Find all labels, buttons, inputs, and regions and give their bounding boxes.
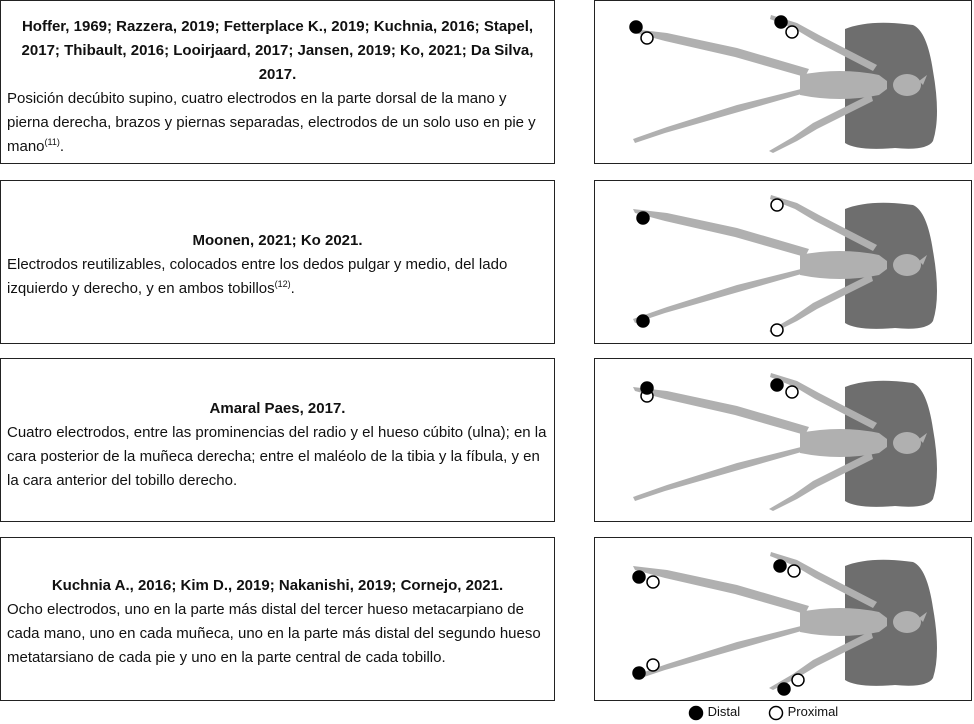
references-3: Amaral Paes, 2017. xyxy=(209,400,346,417)
citation-2: (12) xyxy=(274,279,291,289)
proximal-marker-icon xyxy=(768,705,784,721)
proximal-electrode xyxy=(771,199,783,211)
description-box-4 xyxy=(0,537,555,701)
description-2: Electrodos reutilizables, colocados entre los dedos pulgar y medio, del lado izquierdo y derecho, y en ambos tobillos$^{(12)}$. xyxy=(7,256,508,297)
right-leg xyxy=(633,624,809,680)
distal-electrode xyxy=(637,315,649,327)
patient-silhouette xyxy=(633,195,937,333)
distal-electrode xyxy=(633,571,645,583)
left-leg xyxy=(633,566,809,614)
patient-figure-4 xyxy=(595,538,972,701)
figure-box-4 xyxy=(594,537,972,701)
left-leg xyxy=(633,29,809,77)
distal-electrode xyxy=(630,21,642,33)
distal-marker-icon xyxy=(688,705,704,721)
proximal-electrode xyxy=(792,674,804,686)
legend-proximal-label: Proximal xyxy=(787,704,839,719)
patient-silhouette xyxy=(633,15,937,153)
description-4: Ocho electrodos, uno en la parte más distal del tercer hueso metacarpiano de cada mano, uno en cada muñeca, uno en la parte más distal del segundo hueso metatarsiano de cada pie y uno en la parte central de cada tobillo. xyxy=(7,601,541,666)
proximal-electrode xyxy=(786,386,798,398)
figure-box-1 xyxy=(594,0,972,164)
description-3: Cuatro electrodos, entre las prominencias del radio y el hueso cúbito (ulna); en la cara posterior de la muñeca derecha; entre el maléolo de la tibia y la fíbula, y en la cara anterior del tobillo derecho. xyxy=(7,424,547,489)
distal-electrode xyxy=(778,683,790,695)
description-box-2 xyxy=(0,180,555,344)
right-leg xyxy=(633,87,809,143)
distal-electrode xyxy=(637,212,649,224)
proximal-electrode xyxy=(788,565,800,577)
proximal-electrode xyxy=(647,576,659,588)
legend-distal xyxy=(688,704,740,721)
legend-distal-label: Distal xyxy=(707,704,741,719)
description-box-3 xyxy=(0,358,555,522)
figure-box-2 xyxy=(594,180,972,344)
proximal-electrode xyxy=(641,32,653,44)
torso xyxy=(800,71,887,99)
proximal-electrode xyxy=(647,659,659,671)
distal-electrode xyxy=(774,560,786,572)
distal-electrode xyxy=(633,667,645,679)
description-box-1 xyxy=(0,0,555,164)
figure-box-3 xyxy=(594,358,972,522)
electrodes-4 xyxy=(633,560,804,695)
references-1: Hoffer, 1969; Razzera, 2019; Fetterplace K., 2019; Kuchnia, 2016; Stapel, 2017; Thibault, 2016; Looirjaard, 2017; Jansen, 2019; Ko, 2021; Da Silva, 2017. xyxy=(21,18,534,83)
citation-1: (11) xyxy=(44,137,60,147)
patient-figure-2 xyxy=(595,181,972,344)
torso xyxy=(800,608,887,636)
patient-figure-3 xyxy=(595,359,972,522)
distal-electrode xyxy=(771,379,783,391)
right-leg xyxy=(633,445,809,501)
head xyxy=(893,611,921,633)
patient-silhouette xyxy=(633,552,937,690)
head xyxy=(893,432,921,454)
proximal-electrode xyxy=(771,324,783,336)
distal-electrode xyxy=(775,16,787,28)
head xyxy=(893,74,921,96)
left-leg xyxy=(633,209,809,257)
left-leg xyxy=(633,387,809,435)
torso xyxy=(800,251,887,279)
head xyxy=(893,254,921,276)
references-4: Kuchnia A., 2016; Kim D., 2019; Nakanishi, 2019; Cornejo, 2021. xyxy=(51,577,504,594)
proximal-electrode xyxy=(786,26,798,38)
description-1: Posición decúbito supino, cuatro electrodos en la parte dorsal de la mano y pierna derecha, brazos y piernas separadas, electrodos de un solo uso en pie y mano$^{(11)}$. xyxy=(7,90,536,155)
electrodes-1 xyxy=(630,16,798,44)
patient-figure-1 xyxy=(595,1,972,164)
patient-silhouette xyxy=(633,373,937,511)
electrodes-2 xyxy=(637,199,783,336)
right-leg xyxy=(633,267,809,323)
distal-electrode xyxy=(641,382,653,394)
legend-proximal xyxy=(768,704,838,721)
torso xyxy=(800,429,887,457)
references-2: Moonen, 2021; Ko 2021. xyxy=(192,232,363,249)
